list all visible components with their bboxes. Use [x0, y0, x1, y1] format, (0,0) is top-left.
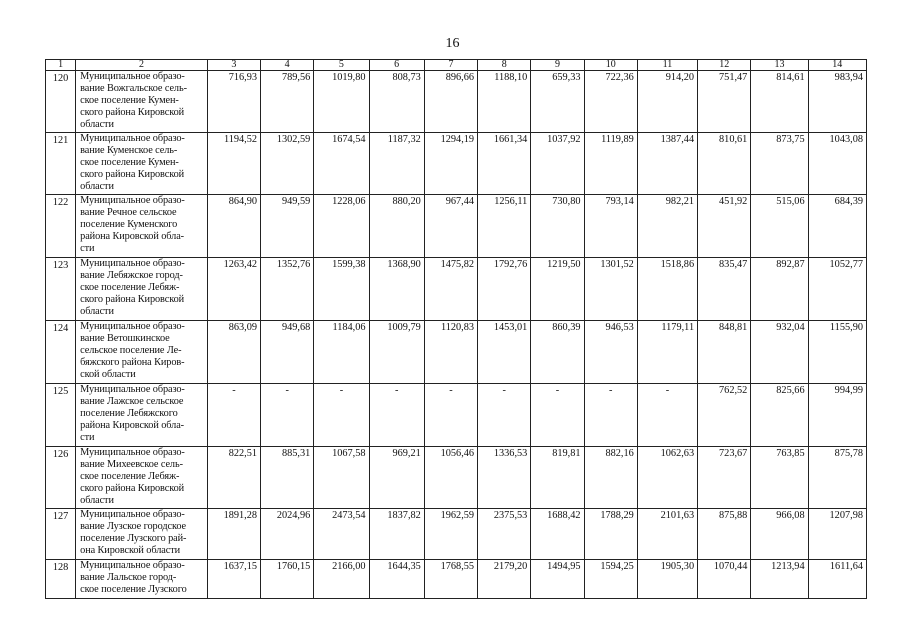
value-cell: 1837,82: [369, 509, 424, 560]
value-cell: 1594,25: [584, 560, 637, 599]
value-cell: 1494,95: [531, 560, 584, 599]
value-cell: 1301,52: [584, 258, 637, 321]
name-line: она Кировской области: [80, 545, 181, 556]
name-line: ское поселение Лебяж-: [80, 471, 180, 482]
name-line: вание Михеевское сель-: [80, 459, 183, 470]
value-cell: 873,75: [751, 133, 808, 195]
value-cell: 1037,92: [531, 133, 584, 195]
name-line: сельское поселение Ле-: [80, 345, 182, 356]
name-line: ского района Кировской: [80, 107, 185, 118]
value-cell: 949,59: [261, 195, 314, 258]
name-line: поселение Лузского рай-: [80, 533, 187, 544]
name-line: ского района Кировской: [80, 294, 185, 305]
value-cell: 1009,79: [369, 321, 424, 384]
name-line: области: [80, 119, 114, 130]
value-cell: 789,56: [261, 71, 314, 133]
value-cell: 1120,83: [424, 321, 477, 384]
value-cell: 860,39: [531, 321, 584, 384]
data-table: [45, 59, 867, 599]
municipality-name: [76, 560, 208, 599]
row-number: 127: [46, 509, 76, 560]
value-cell: 1155,90: [808, 321, 866, 384]
value-cell: 1387,44: [637, 133, 697, 195]
value-cell: 808,73: [369, 71, 424, 133]
name-line: вание Лебяжское город-: [80, 270, 183, 281]
value-cell: -: [584, 384, 637, 447]
value-cell: 1179,11: [637, 321, 697, 384]
value-cell: 1792,76: [478, 258, 531, 321]
name-line: вание Лальское город-: [80, 572, 177, 583]
name-line: ского района Кировской: [80, 169, 185, 180]
value-cell: -: [478, 384, 531, 447]
municipality-name: [76, 384, 208, 447]
name-line: вание Речное сельское: [80, 207, 177, 218]
value-cell: 969,21: [369, 447, 424, 509]
value-cell: 1760,15: [261, 560, 314, 599]
name-line: ской области: [80, 369, 136, 380]
value-cell: 1611,64: [808, 560, 866, 599]
municipality-name: [76, 509, 208, 560]
value-cell: 2375,53: [478, 509, 531, 560]
municipality-name: [76, 71, 208, 133]
value-cell: 1188,10: [478, 71, 531, 133]
value-cell: 1019,80: [314, 71, 369, 133]
municipality-name: [76, 258, 208, 321]
value-cell: 793,14: [584, 195, 637, 258]
row-number: 122: [46, 195, 76, 258]
value-cell: 1962,59: [424, 509, 477, 560]
value-cell: -: [637, 384, 697, 447]
name-line: вание Ветошкинское: [80, 333, 170, 344]
value-cell: 730,80: [531, 195, 584, 258]
name-line: ское поселение Кумен-: [80, 157, 179, 168]
value-cell: 1518,86: [637, 258, 697, 321]
table-body: [46, 71, 867, 599]
table-header-row: [46, 60, 867, 71]
value-cell: -: [531, 384, 584, 447]
value-cell: -: [207, 384, 260, 447]
column-header: 13: [751, 60, 808, 71]
value-cell: 994,99: [808, 384, 866, 447]
value-cell: 1256,11: [478, 195, 531, 258]
row-number: 121: [46, 133, 76, 195]
column-header: 6: [369, 60, 424, 71]
name-line: Муниципальное образо-: [80, 71, 185, 82]
value-cell: 864,90: [207, 195, 260, 258]
value-cell: 1674,54: [314, 133, 369, 195]
row-number: 123: [46, 258, 76, 321]
value-cell: 1062,63: [637, 447, 697, 509]
value-cell: 1228,06: [314, 195, 369, 258]
value-cell: 2101,63: [637, 509, 697, 560]
value-cell: 863,09: [207, 321, 260, 384]
value-cell: 822,51: [207, 447, 260, 509]
value-cell: 1302,59: [261, 133, 314, 195]
value-cell: 1599,38: [314, 258, 369, 321]
value-cell: 1644,35: [369, 560, 424, 599]
value-cell: 684,39: [808, 195, 866, 258]
value-cell: 1688,42: [531, 509, 584, 560]
name-line: Муниципальное образо-: [80, 447, 185, 458]
name-line: вание Лузское городское: [80, 521, 186, 532]
value-cell: 1788,29: [584, 509, 637, 560]
name-line: ского района Кировской: [80, 483, 185, 494]
column-header: 12: [698, 60, 751, 71]
value-cell: 882,16: [584, 447, 637, 509]
value-cell: 1453,01: [478, 321, 531, 384]
value-cell: 875,88: [698, 509, 751, 560]
value-cell: 1905,30: [637, 560, 697, 599]
row-number: 124: [46, 321, 76, 384]
value-cell: 1052,77: [808, 258, 866, 321]
value-cell: 515,06: [751, 195, 808, 258]
municipality-name: [76, 133, 208, 195]
name-line: Муниципальное образо-: [80, 384, 185, 395]
value-cell: -: [424, 384, 477, 447]
name-line: Муниципальное образо-: [80, 133, 185, 144]
value-cell: 1475,82: [424, 258, 477, 321]
table-row: [46, 509, 867, 560]
value-cell: 1336,53: [478, 447, 531, 509]
value-cell: 946,53: [584, 321, 637, 384]
table-row: [46, 71, 867, 133]
value-cell: 983,94: [808, 71, 866, 133]
name-line: Муниципальное образо-: [80, 509, 185, 520]
name-line: Муниципальное образо-: [80, 195, 185, 206]
row-number: 128: [46, 560, 76, 599]
value-cell: 2024,96: [261, 509, 314, 560]
value-cell: 1070,44: [698, 560, 751, 599]
column-header: 8: [478, 60, 531, 71]
row-number: 120: [46, 71, 76, 133]
name-line: ское поселение Лебяж-: [80, 282, 180, 293]
value-cell: 1056,46: [424, 447, 477, 509]
value-cell: 1891,28: [207, 509, 260, 560]
column-header: 3: [207, 60, 260, 71]
value-cell: 1352,76: [261, 258, 314, 321]
value-cell: 763,85: [751, 447, 808, 509]
table-row: [46, 384, 867, 447]
value-cell: 875,78: [808, 447, 866, 509]
column-header: 9: [531, 60, 584, 71]
value-cell: 835,47: [698, 258, 751, 321]
table-row: [46, 560, 867, 599]
value-cell: 1194,52: [207, 133, 260, 195]
name-line: ское поселение Кумен-: [80, 95, 179, 106]
row-number: 126: [46, 447, 76, 509]
name-line: бяжского района Киров-: [80, 357, 185, 368]
value-cell: 1187,32: [369, 133, 424, 195]
value-cell: 885,31: [261, 447, 314, 509]
value-cell: 2179,20: [478, 560, 531, 599]
value-cell: 762,52: [698, 384, 751, 447]
column-header: 14: [808, 60, 866, 71]
value-cell: 966,08: [751, 509, 808, 560]
name-line: ское поселение Лузского: [80, 584, 187, 595]
value-cell: 848,81: [698, 321, 751, 384]
column-header: 5: [314, 60, 369, 71]
column-header: 11: [637, 60, 697, 71]
municipality-name: [76, 195, 208, 258]
name-line: сти: [80, 432, 95, 443]
row-number: 125: [46, 384, 76, 447]
page-number: 16: [445, 36, 460, 51]
column-header: 2: [76, 60, 208, 71]
name-line: района Кировской обла-: [80, 420, 185, 431]
value-cell: 659,33: [531, 71, 584, 133]
value-cell: 722,36: [584, 71, 637, 133]
name-line: области: [80, 181, 114, 192]
name-line: Муниципальное образо-: [80, 560, 185, 571]
value-cell: 819,81: [531, 447, 584, 509]
value-cell: 880,20: [369, 195, 424, 258]
column-header: 1: [46, 60, 76, 71]
value-cell: 2473,54: [314, 509, 369, 560]
value-cell: 814,61: [751, 71, 808, 133]
name-line: области: [80, 495, 114, 506]
table-row: [46, 195, 867, 258]
value-cell: 1263,42: [207, 258, 260, 321]
name-line: сти: [80, 243, 95, 254]
table-row: [46, 321, 867, 384]
value-cell: 1637,15: [207, 560, 260, 599]
value-cell: 1043,08: [808, 133, 866, 195]
name-line: вание Куменское сель-: [80, 145, 178, 156]
name-line: поселение Лебяжского: [80, 408, 178, 419]
table-row: [46, 133, 867, 195]
value-cell: 1067,58: [314, 447, 369, 509]
name-line: района Кировской обла-: [80, 231, 185, 242]
value-cell: 967,44: [424, 195, 477, 258]
value-cell: 1184,06: [314, 321, 369, 384]
name-line: Муниципальное образо-: [80, 321, 185, 332]
value-cell: 723,67: [698, 447, 751, 509]
value-cell: 1219,50: [531, 258, 584, 321]
value-cell: 2166,00: [314, 560, 369, 599]
value-cell: 825,66: [751, 384, 808, 447]
table-row: [46, 447, 867, 509]
value-cell: 1768,55: [424, 560, 477, 599]
name-line: поселение Куменского: [80, 219, 178, 230]
name-line: вание Лажское сельское: [80, 396, 184, 407]
value-cell: 1207,98: [808, 509, 866, 560]
value-cell: 914,20: [637, 71, 697, 133]
value-cell: 1119,89: [584, 133, 637, 195]
value-cell: 751,47: [698, 71, 751, 133]
value-cell: 1661,34: [478, 133, 531, 195]
value-cell: -: [314, 384, 369, 447]
column-header: 10: [584, 60, 637, 71]
value-cell: -: [261, 384, 314, 447]
municipality-name: [76, 321, 208, 384]
value-cell: 1294,19: [424, 133, 477, 195]
column-header: 7: [424, 60, 477, 71]
value-cell: 949,68: [261, 321, 314, 384]
table-row: [46, 258, 867, 321]
value-cell: 451,92: [698, 195, 751, 258]
name-line: области: [80, 306, 114, 317]
value-cell: 982,21: [637, 195, 697, 258]
value-cell: 896,66: [424, 71, 477, 133]
name-line: Муниципальное образо-: [80, 258, 185, 269]
value-cell: 932,04: [751, 321, 808, 384]
value-cell: 1213,94: [751, 560, 808, 599]
column-header: 4: [261, 60, 314, 71]
value-cell: 716,93: [207, 71, 260, 133]
value-cell: -: [369, 384, 424, 447]
value-cell: 892,87: [751, 258, 808, 321]
municipality-name: [76, 447, 208, 509]
value-cell: 810,61: [698, 133, 751, 195]
value-cell: 1368,90: [369, 258, 424, 321]
name-line: вание Вожгальское сель-: [80, 83, 187, 94]
